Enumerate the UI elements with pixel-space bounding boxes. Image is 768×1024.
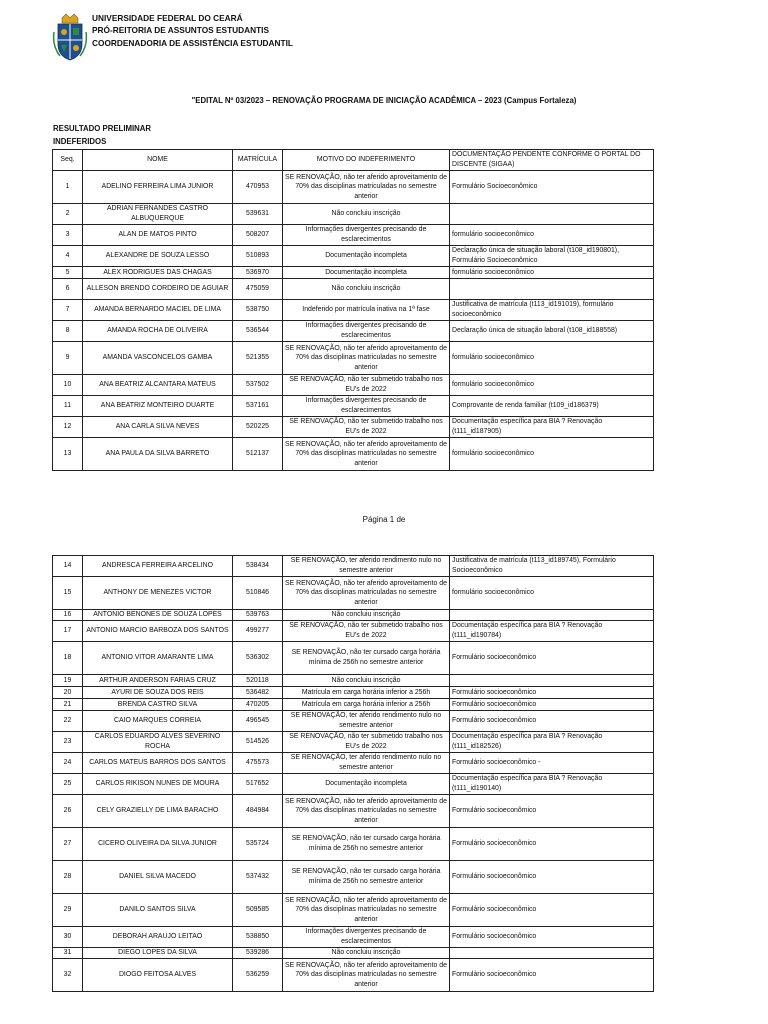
cell-seq: 31 — [53, 948, 83, 959]
cell-matricula: 538434 — [233, 556, 283, 577]
table-row — [53, 375, 654, 396]
cell-matricula: 496545 — [233, 711, 283, 732]
cell-matricula: 475059 — [233, 279, 283, 300]
prorectory-name: PRÓ-REITORIA DE ASSUNTOS ESTUDANTIS — [92, 25, 270, 36]
cell-nome: ANDRESCA FERREIRA ARCELINO — [83, 556, 233, 577]
cell-documentacao: Documentação específica para BIA ? Renovação (t111_id190784) — [450, 621, 654, 642]
cell-motivo: SE RENOVAÇÃO, ter aferido rendimento nulo no semestre anterior — [283, 556, 450, 577]
cell-matricula: 537432 — [233, 861, 283, 894]
cell-matricula: 520118 — [233, 675, 283, 687]
cell-motivo: Indeferido por matrícula inativa na 1ª fase — [283, 300, 450, 321]
cell-seq: 16 — [53, 610, 83, 621]
table-row — [53, 687, 654, 699]
cell-nome: CAIO MARQUES CORREIA — [83, 711, 233, 732]
cell-matricula: 539286 — [233, 948, 283, 959]
cell-motivo: SE RENOVAÇÃO, não ter submetido trabalho nos EU's de 2022 — [283, 417, 450, 438]
cell-seq: 21 — [53, 699, 83, 711]
cell-motivo: SE RENOVAÇÃO, ter aferido rendimento nulo no semestre anterior — [283, 711, 450, 732]
cell-matricula: 536482 — [233, 687, 283, 699]
cell-seq: 12 — [53, 417, 83, 438]
cell-seq: 22 — [53, 711, 83, 732]
cell-documentacao — [450, 204, 654, 225]
table-row — [53, 861, 654, 894]
cell-seq: 2 — [53, 204, 83, 225]
table-row — [53, 417, 654, 438]
cell-motivo: Documentação incompleta — [283, 267, 450, 279]
cell-documentacao: Formulário socioeconômico — [450, 959, 654, 992]
table-row — [53, 732, 654, 753]
cell-nome: ARTHUR ANDERSON FARIAS CRUZ — [83, 675, 233, 687]
cell-nome: ANTONIO MARCIO BARBOZA DOS SANTOS — [83, 621, 233, 642]
cell-documentacao: formulário socioeconômico — [450, 267, 654, 279]
cell-motivo: Matrícula em carga horária inferior a 256h — [283, 687, 450, 699]
cell-seq: 9 — [53, 342, 83, 375]
cell-nome: ANTONIO BENONES DE SOUZA LOPES — [83, 610, 233, 621]
cell-motivo: Não concluiu inscrição — [283, 948, 450, 959]
cell-motivo: Documentação incompleta — [283, 774, 450, 795]
cell-seq: 5 — [53, 267, 83, 279]
cell-seq: 15 — [53, 577, 83, 610]
cell-motivo: SE RENOVAÇÃO, não ter aferido aproveitamento de 70% das disciplinas matriculadas no semestre anterior — [283, 342, 450, 375]
coordination-name: COORDENADORIA DE ASSISTÊNCIA ESTUDANTIL — [92, 37, 293, 48]
table-row — [53, 396, 654, 417]
cell-nome: AMANDA BERNARDO MACIEL DE LIMA — [83, 300, 233, 321]
table-row — [53, 279, 654, 300]
cell-documentacao — [450, 675, 654, 687]
cell-seq: 29 — [53, 894, 83, 927]
cell-seq: 13 — [53, 438, 83, 471]
cell-matricula: 535724 — [233, 828, 283, 861]
cell-motivo: SE RENOVAÇÃO, não ter aferido aproveitamento de 70% das disciplinas matriculadas no semestre anterior — [283, 171, 450, 204]
cell-motivo: Informações divergentes precisando de esclarecimentos — [283, 396, 450, 417]
cell-matricula: 470205 — [233, 699, 283, 711]
table-row — [53, 438, 654, 471]
cell-documentacao: Formulário Socioeconômico — [450, 171, 654, 204]
table-row — [53, 795, 654, 828]
cell-seq: 30 — [53, 927, 83, 948]
table-row — [53, 621, 654, 642]
cell-matricula: 517652 — [233, 774, 283, 795]
table-row — [53, 894, 654, 927]
cell-motivo: SE RENOVAÇÃO, não ter submetido trabalho nos EU's de 2022 — [283, 621, 450, 642]
cell-nome: AMANDA VASCONCELOS GAMBA — [83, 342, 233, 375]
cell-matricula: 514526 — [233, 732, 283, 753]
cell-nome: ANA CARLA SILVA NEVES — [83, 417, 233, 438]
cell-documentacao: Justificativa de matrícula (t113_id189745), Formulário Socioeconômico — [450, 556, 654, 577]
cell-seq: 19 — [53, 675, 83, 687]
table-row — [53, 753, 654, 774]
cell-nome: ALAN DE MATOS PINTO — [83, 225, 233, 246]
cell-nome: ANTHONY DE MENEZES VICTOR — [83, 577, 233, 610]
cell-documentacao: formulário socioeconômico — [450, 438, 654, 471]
cell-nome: AMANDA ROCHA DE OLIVEIRA — [83, 321, 233, 342]
cell-seq: 14 — [53, 556, 83, 577]
column-header-motivo: MOTIVO DO INDEFERIMENTO — [283, 150, 450, 171]
table-header-row — [53, 150, 654, 171]
cell-documentacao: Formulário socioeconômico — [450, 927, 654, 948]
table-row — [53, 246, 654, 267]
cell-matricula: 512137 — [233, 438, 283, 471]
cell-nome: BRENDA CASTRO SILVA — [83, 699, 233, 711]
cell-documentacao: formulário socioeconômico — [450, 577, 654, 610]
cell-matricula: 520225 — [233, 417, 283, 438]
cell-nome: DANILO SANTOS SILVA — [83, 894, 233, 927]
cell-motivo: SE RENOVAÇÃO, não ter aferido aproveitamento de 70% das disciplinas matriculadas no semestre anterior — [283, 959, 450, 992]
cell-documentacao: Comprovante de renda familiar (t109_id186379) — [450, 396, 654, 417]
cell-nome: ANA PAULA DA SILVA BARRETO — [83, 438, 233, 471]
cell-documentacao: Formulário socioeconômico — [450, 711, 654, 732]
cell-motivo: Não concluiu inscrição — [283, 279, 450, 300]
cell-motivo: SE RENOVAÇÃO, não ter aferido aproveitamento de 70% das disciplinas matriculadas no semestre anterior — [283, 438, 450, 471]
cell-matricula: 475573 — [233, 753, 283, 774]
cell-matricula: 539631 — [233, 204, 283, 225]
table-row — [53, 948, 654, 959]
cell-matricula: 509585 — [233, 894, 283, 927]
cell-documentacao: Formulário socioeconômico — [450, 894, 654, 927]
cell-seq: 25 — [53, 774, 83, 795]
cell-matricula: 537161 — [233, 396, 283, 417]
table-row — [53, 828, 654, 861]
cell-documentacao: Declaração única de situação laboral (t108_id190801), Formulário Socioeconômico — [450, 246, 654, 267]
cell-nome: ALEX RODRIGUES DAS CHAGAS — [83, 267, 233, 279]
cell-nome: ALLESON BRENDO CORDEIRO DE AGUIAR — [83, 279, 233, 300]
cell-matricula: 510846 — [233, 577, 283, 610]
cell-documentacao: Declaração única de situação laboral (t108_id188558) — [450, 321, 654, 342]
cell-matricula: 536970 — [233, 267, 283, 279]
cell-documentacao: Justificativa de matrícula (t113_id191019), formulário socioeconômico — [450, 300, 654, 321]
cell-nome: CELY GRAZIELLY DE LIMA BARACHO — [83, 795, 233, 828]
table-row — [53, 321, 654, 342]
cell-motivo: Informações divergentes precisando de esclarecimentos — [283, 225, 450, 246]
cell-matricula: 521355 — [233, 342, 283, 375]
cell-documentacao: Formulário socioeconômico — [450, 795, 654, 828]
cell-seq: 24 — [53, 753, 83, 774]
cell-seq: 10 — [53, 375, 83, 396]
table-row — [53, 267, 654, 279]
table-row — [53, 699, 654, 711]
cell-matricula: 508207 — [233, 225, 283, 246]
cell-nome: ANTONIO VITOR AMARANTE LIMA — [83, 642, 233, 675]
edital-title: "EDITAL Nº 03/2023 – RENOVAÇÃO PROGRAMA DE INICIAÇÃO ACADÊMICA – 2023 (Campus Fortaleza) — [191, 96, 577, 105]
cell-seq: 32 — [53, 959, 83, 992]
cell-matricula: 536302 — [233, 642, 283, 675]
cell-matricula: 484984 — [233, 795, 283, 828]
cell-nome: CARLOS EDUARDO ALVES SEVERINO ROCHA — [83, 732, 233, 753]
cell-motivo: SE RENOVAÇÃO, não ter aferido aproveitamento de 70% das disciplinas matriculadas no semestre anterior — [283, 894, 450, 927]
cell-nome: DEBORAH ARAUJO LEITAO — [83, 927, 233, 948]
cell-documentacao: Formulário socioeconômico — [450, 861, 654, 894]
page-number: Página 1 de — [362, 515, 406, 524]
cell-matricula: 538750 — [233, 300, 283, 321]
cell-nome: CARLOS MATEUS BARROS DOS SANTOS — [83, 753, 233, 774]
status-label: INDEFERIDOS — [53, 137, 107, 146]
cell-nome: DIEGO LOPES DA SILVA — [83, 948, 233, 959]
cell-motivo: Informações divergentes precisando de esclarecimentos — [283, 927, 450, 948]
table-row — [53, 171, 654, 204]
cell-matricula: 499277 — [233, 621, 283, 642]
cell-motivo: SE RENOVAÇÃO, não ter submetido trabalho nos EU's de 2022 — [283, 375, 450, 396]
cell-nome: CICERO OLIVEIRA DA SILVA JUNIOR — [83, 828, 233, 861]
cell-seq: 8 — [53, 321, 83, 342]
cell-seq: 27 — [53, 828, 83, 861]
results-table-page-1 — [52, 149, 654, 471]
cell-motivo: Informações divergentes precisando de esclarecimentos — [283, 321, 450, 342]
cell-matricula: 536544 — [233, 321, 283, 342]
cell-documentacao: Documentação específica para BIA ? Renovação (t111_id182526) — [450, 732, 654, 753]
cell-documentacao: formulário socioeconômico — [450, 375, 654, 396]
cell-motivo: Documentação incompleta — [283, 246, 450, 267]
cell-seq: 26 — [53, 795, 83, 828]
column-header-documentacao: DOCUMENTAÇÃO PENDENTE CONFORME O PORTAL DO DISCENTE (SIGAA) — [450, 150, 654, 171]
cell-nome: DIOGO FEITOSA ALVES — [83, 959, 233, 992]
cell-documentacao: Formulário socioeconômico - — [450, 753, 654, 774]
cell-nome: ALEXANDRE DE SOUZA LESSO — [83, 246, 233, 267]
cell-seq: 20 — [53, 687, 83, 699]
cell-motivo: SE RENOVAÇÃO, não ter cursado carga horária mínima de 256h no semestre anterior — [283, 642, 450, 675]
cell-motivo: SE RENOVAÇÃO, não ter submetido trabalho nos EU's de 2022 — [283, 732, 450, 753]
cell-seq: 11 — [53, 396, 83, 417]
table-row — [53, 225, 654, 246]
cell-seq: 4 — [53, 246, 83, 267]
cell-matricula: 510893 — [233, 246, 283, 267]
cell-nome: ADRIAN FERNANDES CASTRO ALBUQUERQUE — [83, 204, 233, 225]
cell-motivo: SE RENOVAÇÃO, não ter aferido aproveitamento de 70% das disciplinas matriculadas no semestre anterior — [283, 577, 450, 610]
table-row — [53, 959, 654, 992]
results-table-page-2 — [52, 555, 654, 992]
cell-documentacao: Formulário socioeconômico — [450, 699, 654, 711]
column-header-seq: Seq. — [53, 150, 83, 171]
cell-documentacao: Documentação específica para BIA ? Renovação (t111_id187905) — [450, 417, 654, 438]
cell-seq: 28 — [53, 861, 83, 894]
cell-motivo: Não concluiu inscrição — [283, 610, 450, 621]
table-row — [53, 675, 654, 687]
cell-documentacao — [450, 948, 654, 959]
cell-documentacao: Formulário socioeconômico — [450, 642, 654, 675]
cell-seq: 18 — [53, 642, 83, 675]
cell-motivo: SE RENOVAÇÃO, ter aferido rendimento nulo no semestre anterior — [283, 753, 450, 774]
table-row — [53, 204, 654, 225]
table-row — [53, 300, 654, 321]
result-label: RESULTADO PRELIMINAR — [53, 124, 152, 133]
cell-documentacao — [450, 610, 654, 621]
cell-nome: DANIEL SILVA MACEDO — [83, 861, 233, 894]
cell-motivo: SE RENOVAÇÃO, não ter cursado carga horária mínima de 256h no semestre anterior — [283, 861, 450, 894]
table-row — [53, 610, 654, 621]
cell-matricula: 539763 — [233, 610, 283, 621]
cell-documentacao — [450, 279, 654, 300]
ufc-coat-of-arms-icon — [52, 12, 88, 62]
table-row — [53, 556, 654, 577]
table-row — [53, 711, 654, 732]
table-row — [53, 342, 654, 375]
cell-matricula: 537502 — [233, 375, 283, 396]
cell-seq: 7 — [53, 300, 83, 321]
cell-motivo: Não concluiu inscrição — [283, 204, 450, 225]
cell-seq: 17 — [53, 621, 83, 642]
cell-seq: 23 — [53, 732, 83, 753]
cell-motivo: SE RENOVAÇÃO, não ter cursado carga horária mínima de 256h no semestre anterior — [283, 828, 450, 861]
cell-seq: 1 — [53, 171, 83, 204]
table-row — [53, 927, 654, 948]
table-row — [53, 577, 654, 610]
cell-documentacao: Documentação específica para BIA ? Renovação (t111_id190140) — [450, 774, 654, 795]
cell-matricula: 538850 — [233, 927, 283, 948]
cell-matricula: 536259 — [233, 959, 283, 992]
cell-seq: 6 — [53, 279, 83, 300]
cell-nome: AYURI DE SOUZA DOS REIS — [83, 687, 233, 699]
cell-motivo: Matrícula em carga horária inferior a 256h — [283, 699, 450, 711]
table-row — [53, 774, 654, 795]
cell-seq: 3 — [53, 225, 83, 246]
cell-nome: ADELINO FERREIRA LIMA JUNIOR — [83, 171, 233, 204]
cell-documentacao: formulário socioeconômico — [450, 342, 654, 375]
cell-nome: ANA BEATRIZ ALCANTARA MATEUS — [83, 375, 233, 396]
column-header-matricula: MATRÍCULA — [233, 150, 283, 171]
cell-documentacao: Formulário socioeconômico — [450, 687, 654, 699]
cell-documentacao: Formulário socioeconômico — [450, 828, 654, 861]
cell-matricula: 470953 — [233, 171, 283, 204]
column-header-nome: NOME — [83, 150, 233, 171]
cell-documentacao: formulário socioeconômico — [450, 225, 654, 246]
university-name: UNIVERSIDADE FEDERAL DO CEARÁ — [92, 13, 243, 23]
cell-nome: CARLOS RIKISON NUNES DE MOURA — [83, 774, 233, 795]
cell-nome: ANA BEATRIZ MONTEIRO DUARTE — [83, 396, 233, 417]
cell-motivo: Não concluiu inscrição — [283, 675, 450, 687]
table-row — [53, 642, 654, 675]
cell-motivo: SE RENOVAÇÃO, não ter aferido aproveitamento de 70% das disciplinas matriculadas no semestre anterior — [283, 795, 450, 828]
